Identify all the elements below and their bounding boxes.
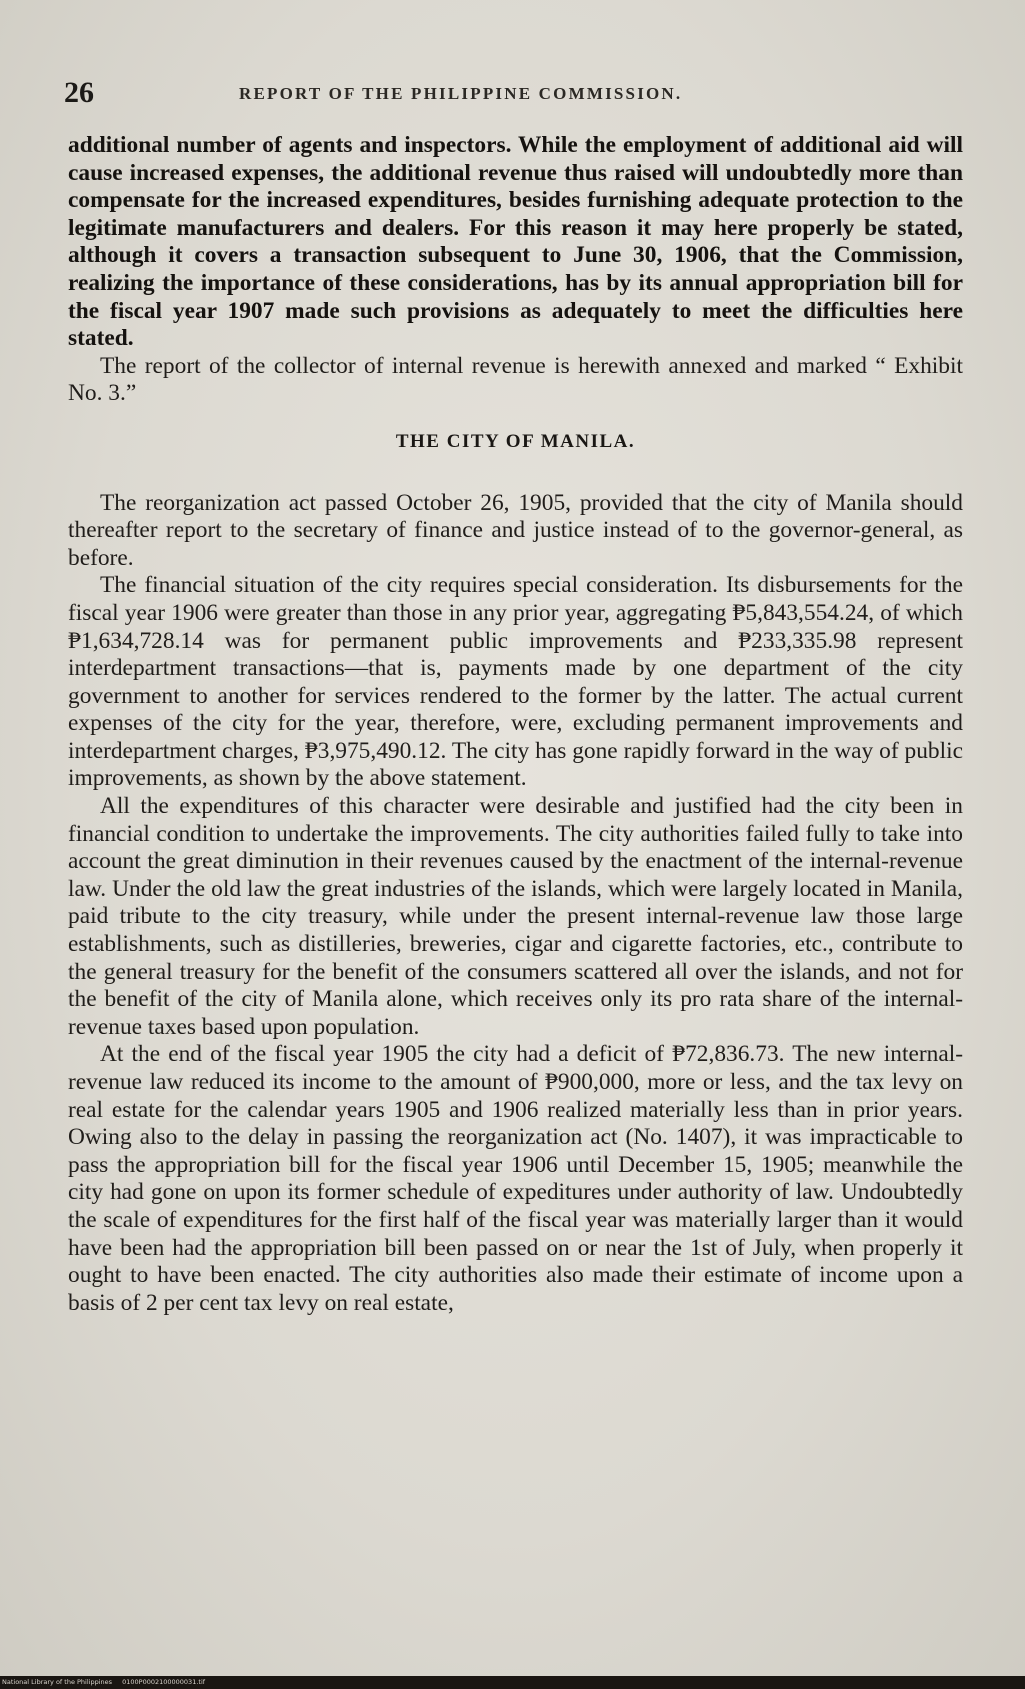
body-text: [68, 132, 963, 1317]
running-title: REPORT OF THE PHILIPPINE COMMISSION.: [239, 84, 683, 103]
scan-footer: [2, 1678, 213, 1686]
footer-library: National Library of the Philippines: [2, 1678, 113, 1686]
section-heading: THE CITY OF MANILA.: [395, 430, 636, 452]
paragraph-expenditures: All the expenditures of this character were desirable and justified had the city been in financial condition to undertake the improvements. The city authorities failed fully to take into account the great diminution in their revenues caused by the enactment of the internal-revenue law. Under the old law the great industries of the islands, which were largely located in Manila, paid tribute to the city treasury, while under the present internal-revenue law those large establishments, such as distilleries, breweries, cigar and cigarette factories, etc., contribute to the general treasury for the benefit of the consumers scattered all over the islands, and not for the benefit of the city of Manila alone, which receives only its pro rata share of the internal-revenue taxes based upon population.: [68, 793, 963, 1040]
paragraph-financial-situation: The financial situation of the city requires special consideration. Its disbursements for the fiscal year 1906 were greater than those in any prior year, aggregating ₱5,843,554.24, of which ₱1,634,728.14 was for permanent public improvements and ₱233,335.98 represent interdepartment transactions—that is, payments made by one department of the city government to another for services rendered to the former by the latter. The actual current expenses of the city for the year, therefore, were, excluding permanent improvements and interdepartment charges, ₱3,975,490.12. The city has gone rapidly forward in the way of public improvements, as shown by the above statement.: [68, 572, 963, 792]
paragraph-reorganization-act: The reorganization act passed October 26, 1905, provided that the city of Manila should thereafter report to the secretary of finance and justice instead of to the governor-general, as before.: [68, 489, 963, 571]
footer-code: 0100P0002100000031.tif: [122, 1678, 206, 1686]
page-number: 26: [64, 76, 94, 109]
paragraph-exhibit-reference: The report of the collector of internal revenue is herewith annexed and marked “ Exhibit No. 3.”: [68, 352, 963, 407]
page-header: [64, 76, 964, 116]
paragraph-deficit: At the end of the fiscal year 1905 the city had a deficit of ₱72,836.73. The new internal-revenue law reduced its income to the amount of ₱900,000, more or less, and the tax levy on real estate for the calendar years 1905 and 1906 realized materially less than in prior years. Owing also to the delay in passing the reorganization act (No. 1407), it was impracticable to pass the appropriation bill for the fiscal year 1906 until December 15, 1905; meanwhile the city had gone on upon its former schedule of expeditures under authority of law. Undoubtedly the scale of expenditures for the first half of the fiscal year was materially larger than it would have been had the appropriation bill been passed on or near the 1st of July, when properly it ought to have been enacted. The city authorities also made their estimate of income upon a basis of 2 per cent tax levy on real estate,: [68, 1041, 963, 1316]
paragraph-continuation: additional number of agents and inspectors. While the employment of additional aid will cause increased expenses, the additional revenue thus raised will undoubtedly more than compensate for the increased expenditures, besides furnishing adequate protection to the legitimate manufacturers and dealers. For this reason it may here properly be stated, although it covers a transaction subsequent to June 30, 1906, that the Commission, realizing the importance of these considerations, has by its annual appropriation bill for the fiscal year 1907 made such provisions as adequately to meet the difficulties here stated.: [68, 132, 963, 352]
